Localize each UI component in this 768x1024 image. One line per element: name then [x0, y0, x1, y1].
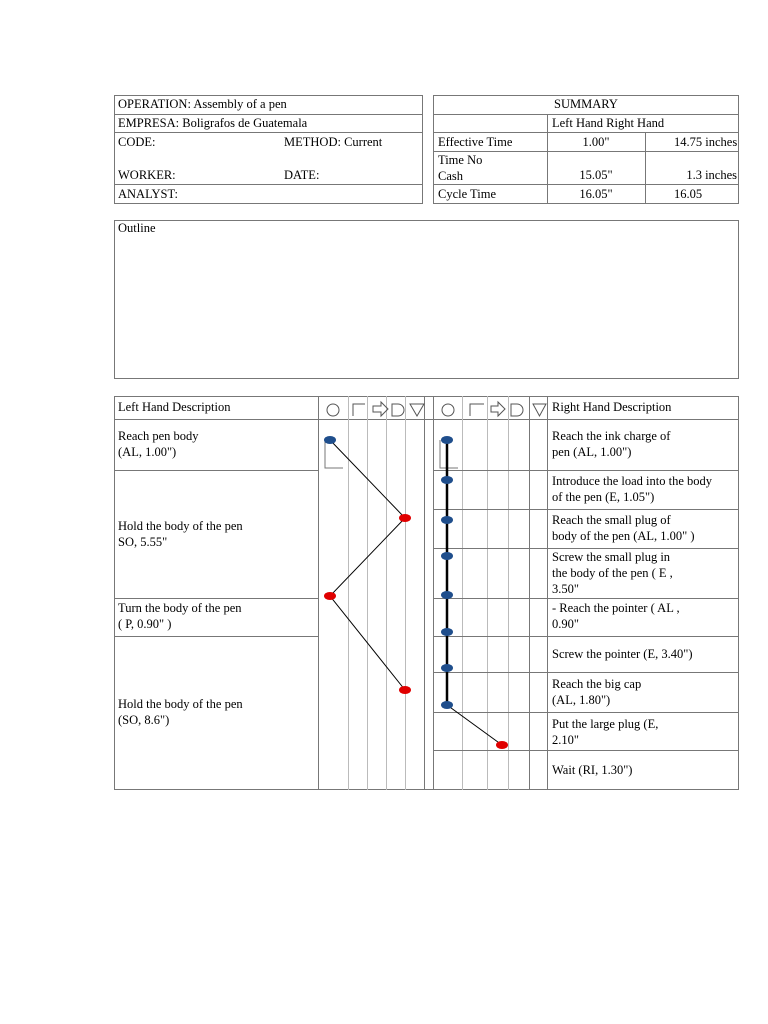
operation-dot	[441, 628, 453, 636]
operation-dot	[441, 552, 453, 560]
operation-dot-red	[324, 592, 336, 600]
right-row-description: Introduce the load into the body of the pen (E, 1.05")	[552, 474, 713, 504]
empresa-label: EMPRESA: Boligrafos de Guatemala	[118, 116, 308, 130]
right-row-description: Put the large plug (E, 2.10"	[552, 717, 659, 747]
summary-row-label: Time No Cash	[438, 153, 483, 183]
analyst-label: ANALYST:	[118, 187, 178, 201]
transport-arrow-icon	[491, 402, 505, 416]
operation-dot	[441, 664, 453, 672]
right-row-description: Wait (RI, 1.30")	[552, 763, 633, 777]
summary-left-value: 16.05"	[579, 187, 613, 201]
right-row-description: Reach the ink charge of pen (AL, 1.00")	[552, 429, 671, 459]
date-label: DATE:	[284, 168, 320, 182]
code-label: CODE:	[118, 135, 156, 149]
summary-right-value: 14.75 inches	[674, 135, 738, 149]
right-hand-path	[447, 705, 502, 745]
operation-symbol-icon	[327, 404, 339, 416]
operation-dot	[441, 516, 453, 524]
summary-column-header: Left Hand Right Hand	[552, 116, 665, 130]
summary-row-label: Cycle Time	[438, 187, 496, 201]
summary-right-value: 1.3 inches	[686, 168, 737, 182]
summary-left-value: 1.00"	[582, 135, 610, 149]
summary-left-value: 15.05"	[579, 168, 613, 182]
hold-dot	[399, 514, 411, 522]
right-row-description: Reach the big cap (AL, 1.80")	[552, 677, 642, 707]
operation-dot	[324, 436, 336, 444]
right-row-description: - Reach the pointer ( AL , 0.90"	[552, 601, 680, 631]
right-row-description: Reach the small plug of body of the pen (AL, 1.00" )	[552, 513, 695, 543]
summary-row-label: Effective Time	[438, 135, 513, 149]
operation-label: OPERATION: Assembly of a pen	[118, 97, 287, 111]
delay-dot	[496, 741, 508, 749]
hold-dot	[399, 686, 411, 694]
left-row-description: Hold the body of the pen SO, 5.55"	[118, 519, 243, 549]
summary-title: SUMMARY	[554, 97, 618, 111]
storage-triangle-icon	[533, 404, 546, 416]
left-hand-path	[330, 440, 405, 690]
operation-dot	[441, 436, 453, 444]
left-hand-header: Left Hand Description	[118, 400, 231, 414]
right-hand-header: Right Hand Description	[552, 400, 672, 414]
storage-triangle-icon	[410, 404, 424, 416]
transport-arrow-icon	[373, 402, 388, 416]
right-row-description: Screw the pointer (E, 3.40")	[552, 647, 693, 661]
outline-label: Outline	[118, 221, 156, 235]
operation-dot	[441, 701, 453, 709]
delay-symbol-icon	[511, 404, 523, 416]
hold-symbol-icon	[353, 404, 365, 416]
delay-symbol-icon	[392, 404, 404, 416]
summary-right-value: 16.05	[674, 187, 703, 201]
left-row-description: Reach pen body (AL, 1.00")	[118, 429, 199, 459]
operation-dot	[441, 591, 453, 599]
right-row-description: Screw the small plug in the body of the pen ( E , 3.50"	[552, 550, 673, 596]
operation-symbol-icon	[442, 404, 454, 416]
left-row-description: Turn the body of the pen ( P, 0.90" )	[118, 601, 242, 631]
left-row-description: Hold the body of the pen (SO, 8.6")	[118, 697, 243, 727]
operation-dot	[441, 476, 453, 484]
method-label: METHOD: Current	[284, 135, 383, 149]
worker-label: WORKER:	[118, 168, 176, 182]
hold-symbol-icon	[470, 404, 484, 416]
